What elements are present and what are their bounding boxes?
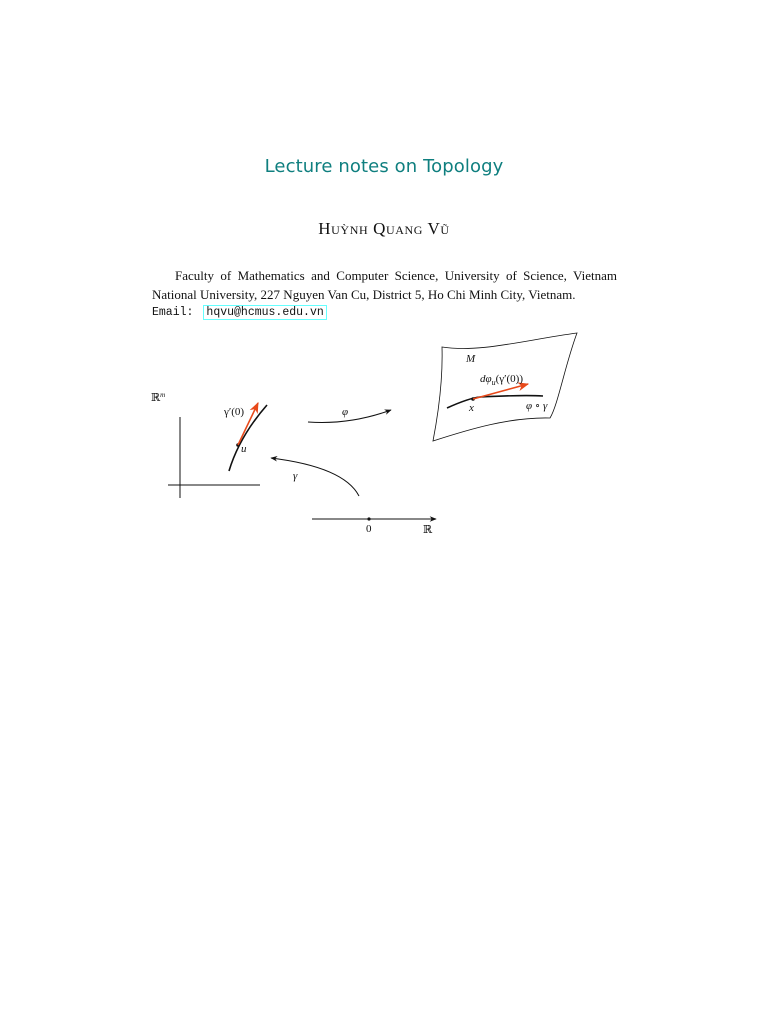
affiliation-block (152, 266, 617, 304)
gamma-prime-label: γ′(0) (224, 406, 245, 418)
phi-circ-gamma-label: φ ∘ γ (526, 400, 548, 412)
gamma-arrow (271, 458, 359, 496)
real-line-label: ℝ (423, 524, 433, 536)
phi-arrow (308, 410, 391, 423)
dphi-label: $d\varphi_u(\gamma'(0))$ (480, 373, 524, 387)
x-label: x (469, 402, 474, 414)
rm-label: ℝ$^m$ (151, 391, 166, 404)
u-label: u (241, 443, 247, 455)
email-line (152, 305, 327, 320)
manifold-patch (433, 333, 577, 441)
affiliation-text: Faculty of Mathematics and Computer Science, University of Science, Vietnam National University, 227 Nguyen Van Cu, District 5, Ho Chi Minh City, Vietnam. (152, 268, 617, 302)
gamma-label: γ (293, 470, 298, 482)
email-link[interactable]: hqvu@hcmus.edu.vn (203, 305, 326, 320)
email-label: Email: (152, 306, 194, 319)
origin-point (367, 517, 370, 520)
author-name: Huỳnh Quang Vũ (318, 219, 450, 238)
phi-label: φ (342, 406, 349, 418)
manifold-diagram (140, 325, 590, 545)
document-title: Lecture notes on Topology (264, 156, 504, 177)
manifold-label: M (466, 353, 476, 365)
zero-label: 0 (366, 523, 372, 535)
